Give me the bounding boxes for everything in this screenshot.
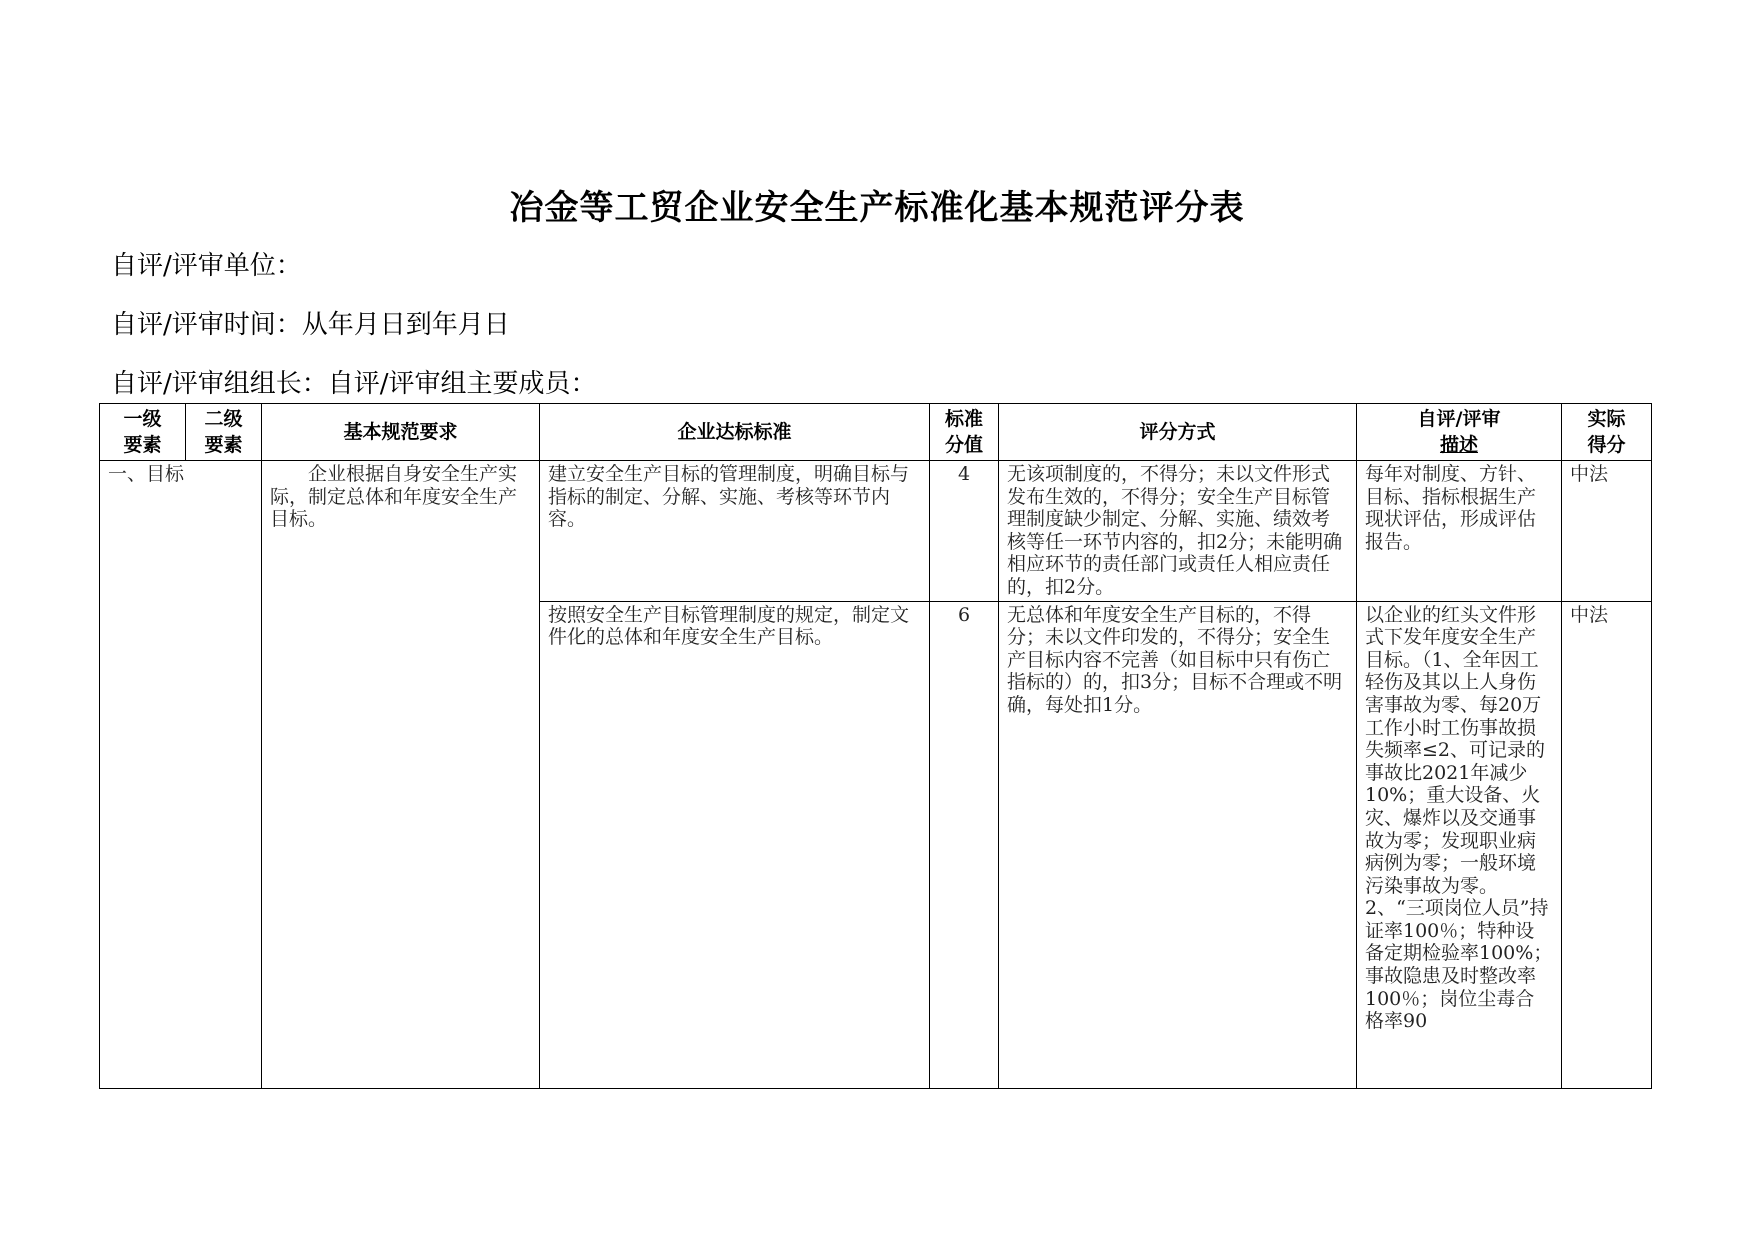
element-cell: 一、目标: [100, 461, 262, 1089]
actual-score-cell: 中法: [1562, 601, 1652, 1088]
header-score: 标准 分值: [930, 404, 999, 461]
actual-score-cell: 中法: [1562, 461, 1652, 602]
header-actual-score: 实际 得分: [1562, 404, 1652, 461]
description-cell: 每年对制度、方针、目标、指标根据生产现状评估，形成评估报告。: [1357, 461, 1562, 602]
header-level1-element: 一级 要素: [100, 404, 186, 461]
header-method: 评分方式: [999, 404, 1357, 461]
document-title: 冶金等工贸企业安全生产标准化基本规范评分表: [509, 188, 1245, 228]
header-level2-element: 二级 要素: [186, 404, 262, 461]
header-standard: 企业达标标准: [540, 404, 930, 461]
review-unit-line: 自评/评审单位：: [111, 251, 302, 281]
description-cell: 以企业的红头文件形式下发年度安全生产目标。（1、全年因工轻伤及其以上人身伤害事故为零、每20万工作小时工伤事故损失频率≤2、可记录的事故比2021年减少10%；重大设备、火灾、爆炸以及交通事故为零；发现职业病病例为零；一般环境污染事故为零。2、“三项岗位人员”持证率100％；特种设备定期检验率100%；事故隐患及时整改率100％；岗位尘毒合格率90: [1357, 601, 1562, 1088]
method-cell: 无总体和年度安全生产目标的，不得分；未以文件印发的，不得分；安全生产目标内容不完善（如目标中只有伤亡指标的）的，扣3分；目标不合理或不明确，每处扣1分。: [999, 601, 1357, 1088]
table-header-row: [100, 404, 1652, 461]
table-row: [100, 461, 1652, 602]
score-cell: 6: [930, 601, 999, 1088]
standard-cell: 按照安全生产目标管理制度的规定，制定文件化的总体和年度安全生产目标。: [540, 601, 930, 1088]
scoring-table: [99, 403, 1652, 1089]
method-cell: 无该项制度的，不得分；未以文件形式发布生效的，不得分；安全生产目标管理制度缺少制定、分解、实施、绩效考核等任一环节内容的，扣2分；未能明确相应环节的责任部门或责任人相应责任的，扣2分。: [999, 461, 1357, 602]
score-cell: 4: [930, 461, 999, 602]
review-time-line: 自评/评审时间：从年月日到年月日: [111, 310, 510, 340]
requirement-cell: 企业根据自身安全生产实际，制定总体和年度安全生产目标。: [262, 461, 540, 1089]
header-requirement: 基本规范要求: [262, 404, 540, 461]
standard-cell: 建立安全生产目标的管理制度，明确目标与指标的制定、分解、实施、考核等环节内容。: [540, 461, 930, 602]
header-description: 自评/评审 描述: [1357, 404, 1562, 461]
review-team-line: 自评/评审组组长：自评/评审组主要成员：: [111, 369, 597, 399]
